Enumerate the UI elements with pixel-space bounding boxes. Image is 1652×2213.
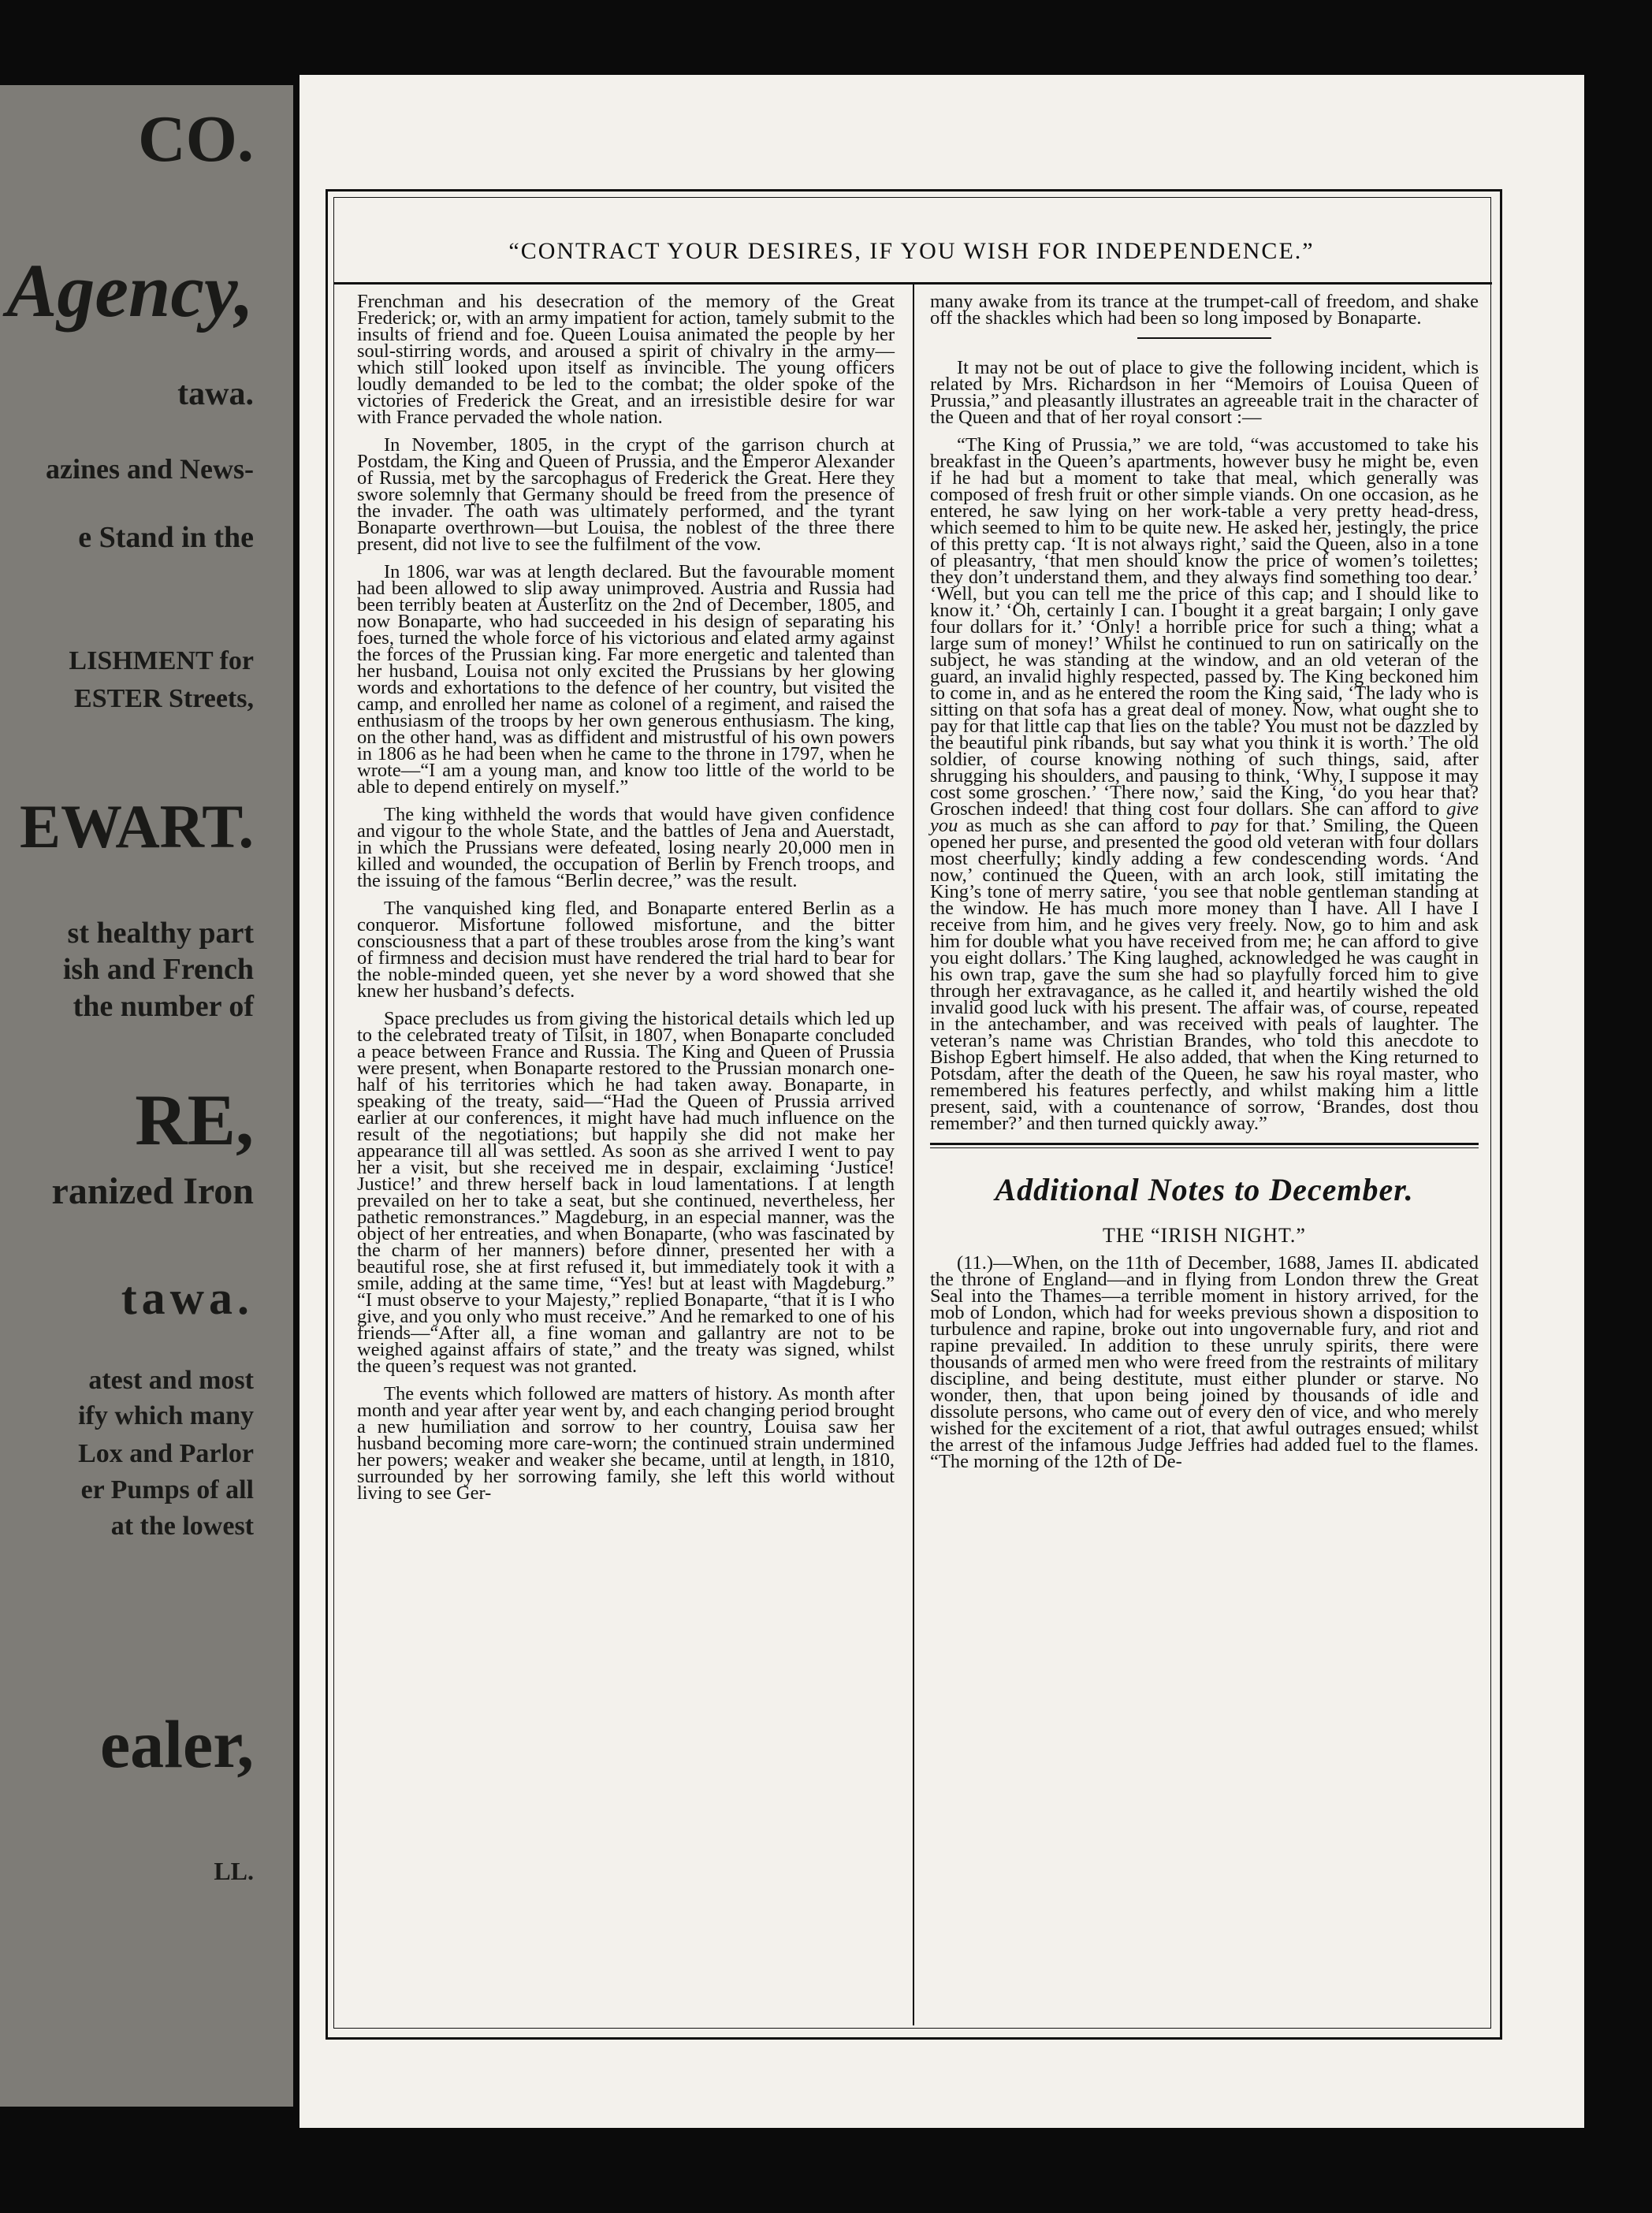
column-divider (913, 284, 914, 2025)
ad-line: ranized Iron (51, 1170, 254, 1212)
ad-line: atest and most (88, 1366, 254, 1395)
ad-line: at the lowest (110, 1512, 254, 1541)
ad-line: e Stand in the (78, 521, 254, 554)
paragraph: Space precludes us from giving the historical details which led up to the celebrated treaty of Tilsit, in 1807, when Bonaparte concluded a peace between France and Russia. The King and Queen of Prussia were present, when Bonaparte restored to the Prussian monarch one-half of his territories which he had taken away. Bonaparte, in speaking of the treaty, said—“Had the Queen of Prussia arrived earlier at our conferences, it might have had much influence on the result of the negotiations; but happily she did not make her appearance till all was settled. As soon as she arrived I went to pay her a visit, but she received me in despair, exclaiming ‘Justice! Justice!’ and threw herself back in loud lamentations. I at length prevailed on her to take a seat, but she continued, nevertheless, her pathetic remonstrances.” Magdeburg, in an especial manner, was the object of her entreaties, and when Bonaparte, (who was fascinated by the charm of her manners) before dinner, presented her with a beautiful rose, she at first refused it, but immediately took it with a smile, adding at the same time, “Yes! but at least with Magdeburg.” “I must observe to your Majesty,” replied Bonaparte, “that it is I who give, and you only who must receive.” And he remarked to one of his friends—“After all, a fine woman and gallantry are not to be weighed against affairs of state,” and the treaty was signed, whilst the queen’s request was not granted. (357, 1008, 895, 1377)
ad-line: the number of (73, 990, 254, 1023)
paragraph: many awake from its trance at the trumpet-call of freedom, and shake off the shackles which had been so long imposed by Bonaparte. (930, 291, 1479, 329)
adjacent-page-advertisement (0, 85, 293, 2107)
anecdote-text: for that.’ Smiling, the Queen opened her purse, and presented the good old veteran with four dollars most cheerfully; kindly adding a few condescending words. ‘And now,’ continued the Queen, with an arch look, still imitating the King’s tone of merry satire, ‘you see that noble gentleman standing at the window. He has much more money than I have. All I have I receive from him, and he gives very freely. Now, go to him and ask him for double what you have received from me; he can afford to give you eight dollars.’ The King laughed, acknowledged he was caught in his own trap, gave the sum she had so playfully forced him to give through her extravagance, as he called it, and heartily wished the old invalid good luck with his present. The affair was, of course, repeated in the antechamber, and was received with peals of laughter. The veteran’s name was Christian Brandes, who told this anecdote to Bishop Egbert himself. He also added, that when the King returned to Potsdam, after the death of the Queen, he saw his royal master, who remembered his features perfectly, and whilst making him a little present, said, with a countenance of sorrow, ‘Brandes, dost thou remember?’ and then turned quickly away.” (930, 815, 1479, 1134)
paragraph: The vanquished king fled, and Bonaparte entered Berlin as a conqueror. Misfortune followed misfortune, and the bitter consciousness that a part of these troubles arose from the king’s want of firmness and decision must have rendered the trial hard to bear for the noble-minded queen, yet she never by a word showed that she knew her husband’s defects. (357, 898, 895, 1002)
ad-line: LL. (214, 1857, 254, 1885)
ad-line: Lox and Parlor (78, 1439, 254, 1468)
right-column (930, 293, 1479, 1481)
section-heading: Additional Notes to December. (995, 1172, 1414, 1207)
ad-line: CO. (138, 102, 254, 176)
ad-line: Agency, (6, 248, 254, 333)
anecdote-paragraph (930, 434, 1479, 1134)
anecdote-text: “The King of Prussia,” we are told, “was accustomed to take his breakfast in the Queen’s apartments, however busy he might be, even if he had but a moment to take that meal, which generally was composed of fresh fruit or other simple viands. On one occasion, as he entered, he saw lying on her work-table a very pretty head-dress, which seemed to him to be quite new. He asked her, jestingly, the price of this pretty cap. ‘It is not always right,’ said the Queen, also in a tone of pleasantry, ‘that men should know the price of women’s toilettes; they don’t understand them, and they always find something too dear.’ ‘Well, but you can tell me the price of this cap; and I should like to know it.’ ‘Oh, certainly I can. I bought it a great bargain; I only gave four dollars for it.’ ‘Only! a horrible price for such a thing; what a large sum of money!’ Whilst he continued to run on satirically on the subject, he was standing at the window, and an old veteran of the guard, an invalid highly respected, passed by. The King beckoned him to come in, and as he entered the room the King said, ‘The lady who is sitting on that sofa has a great deal of money. Now, what ought she to pay for that little cap that lies on the table? You must not be dazzled by the beautiful pink ribands, but say what you think it is worth.’ The old soldier, of course knowing nothing of such things, said, after shrugging his shoulders, and pausing to think, ‘Why, I suppose it may cost some groschen.’ ‘There now,’ said the King, ‘do you hear that? Groschen indeed! that thing cost four dollars. She can afford to (930, 434, 1479, 820)
ad-line: LISHMENT for (69, 646, 254, 675)
section-rule (1137, 337, 1271, 339)
left-column (357, 293, 895, 1512)
paragraph: The events which followed are matters of history. As month after month and year after year went by, and each changing period brought a new humiliation and sorrow to her country, Louisa saw her husband becoming more care-worn; the continued strain undermined her powers; weaker and weaker she became, until at length, in 1810, surrounded by her sorrowing family, she left this world without living to see Ger- (357, 1383, 895, 1504)
ad-line: RE, (135, 1080, 254, 1160)
anecdote-text: as much as she can afford to (966, 815, 1203, 836)
paragraph: In November, 1805, in the crypt of the garrison church at Postdam, the King and Queen of Prussia, and the Emperor Alexander of Russia, met by the sarcophagus of Frederick the Great. Here they swore solemnly that Germany should be freed from the presence of the invader. The oath was ultimately performed, and the tyrant Bonaparte overthrown—but Louisa, the noblest of the three there present, did not live to see the fulfilment of the vow. (357, 434, 895, 555)
italic-text: give you (930, 798, 1479, 836)
background-gutter (1584, 0, 1652, 2213)
paragraph: Frenchman and his desecration of the memory of the Great Frederick; or, with an army impatient for action, tamely submit to the insults of friend and foe. Queen Louisa animated the people by her soul-stirring words, and aroused a spirit of chivalry in the army—which still looked upon itself as invincible. The young officers loudly demanded to be led to the combat; the older spoke of the victories of Frederick the Great, and an irresistible desire for war with France pervaded the whole nation. (357, 291, 895, 428)
paragraph: In 1806, war was at length declared. But the favourable moment had been allowed to slip away unimproved. Austria and Russia had been terribly beaten at Austerlitz on the 2nd of December, 1805, and now Bonaparte, who had succeeded in his design of separating his foes, turned the whole force of his victorious and elated army against the forces of the Prussian king. Far more energetic and talented than her husband, Louisa not only excited the Prussians by her glowing words and exhortations to the defence of her country, but visited the camp, and enrolled her name as colonel of a regiment, and raised the enthusiasm of the troops by her own generous enthusiasm. The king, on the other hand, was as diffident and mistrustful of his own powers in 1806 as he had been when he came to the throne in 1797, when he wrote—“I am a young man, and know too little of the world to be able to depend entirely on myself.” (357, 561, 895, 798)
paragraph: The king withheld the words that would have given confidence and vigour to the whole State, and the battles of Jena and Auerstadt, in which the Prussians were defeated, losing nearly 20,000 men in killed and wounded, the occupation of Berlin by French troops, and the issuing of the famous “Berlin decree,” was the result. (357, 804, 895, 891)
paragraph: It may not be out of place to give the following incident, which is related by Mrs. Richardson in her “Memoirs of Louisa Queen of Prussia,” and pleasantly illustrates an agreeable trait in the character of the Queen and that of her royal consort :— (930, 357, 1479, 428)
ad-line: EWART. (19, 792, 254, 861)
ad-line: azines and News- (45, 453, 254, 485)
ad-line: tawa. (177, 376, 254, 412)
running-head: “CONTRACT YOUR DESIRES, IF YOU WISH FOR INDEPENDENCE.” (508, 238, 1315, 264)
italic-text: pay (1210, 815, 1238, 836)
ad-line: st healthy part (67, 917, 254, 950)
paragraph: (11.)—When, on the 11th of December, 1688, James II. abdicated the throne of England—and in flying from London threw the Great Seal into the Thames—a terrible moment in history arrived, for the mob of London, which had for weeks previous shown a disposition to turbulence and rapine, broke out into ungovernable fury, and riot and rapine prevailed. In addition to these unruly spirits, there were thousands of armed men who were freed from the restraints of military discipline, and being destitute, must either plunder or starve. No wonder, then, that upon being joined by thousands of idle and dissolute persons, who came out of every den of vice, and who merely wished for the excitement of a riot, that awful outrages ensued; whilst the arrest of the infamous Judge Jeffries had added fuel to the flames. “The morning of the 12th of De- (930, 1252, 1479, 1472)
ad-line: ESTER Streets, (74, 684, 254, 713)
ad-line: tawa. (121, 1272, 254, 1324)
sub-heading: THE “IRISH NIGHT.” (1103, 1224, 1306, 1247)
ad-line: ish and French (62, 953, 254, 986)
ad-line: ealer, (99, 1706, 254, 1782)
ad-line: er Pumps of all (80, 1475, 254, 1504)
section-divider (930, 1143, 1479, 1148)
ad-line: ify which many (78, 1401, 254, 1430)
